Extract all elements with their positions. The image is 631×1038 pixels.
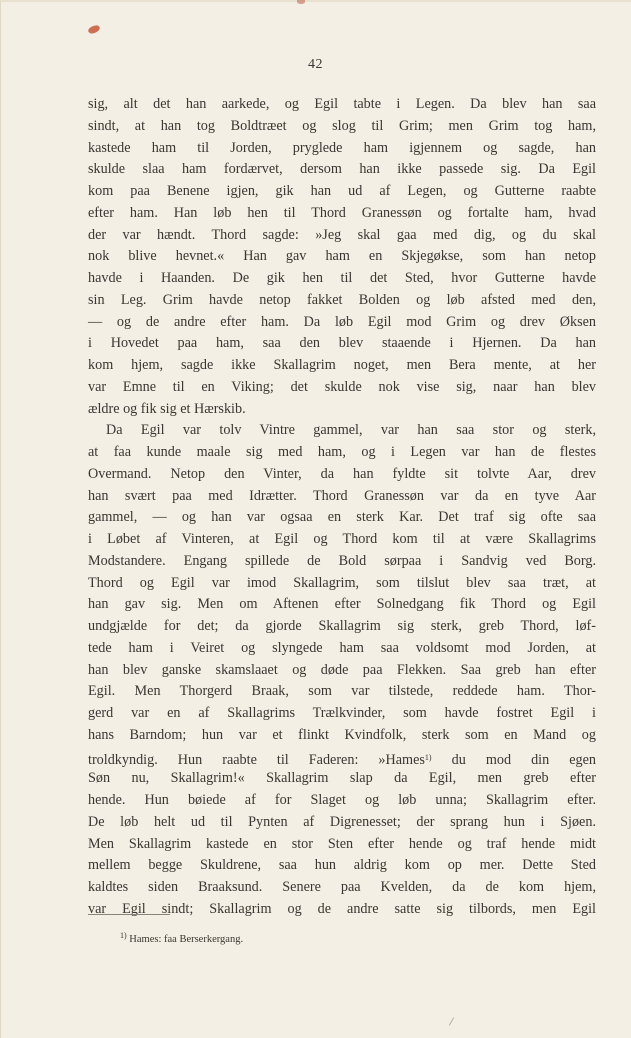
- text-line: Men Skallagrim kastede en stor Sten efter hende og traf hende midt: [88, 835, 596, 852]
- text-line: Søn nu, Skallagrim!« Skallagrim slap da Egil, men greb efter: [88, 770, 596, 787]
- text-line: han gav sig. Men om Aftenen efter Solnedgang fik Thord og Egil: [88, 596, 596, 613]
- text-line: kaldtes siden Braaksund. Senere paa Kvelden, da de kom hjem,: [88, 879, 596, 895]
- text-line: mellem begge Skuldrene, saa hun aldrig kom op mer. Dette Sted: [88, 857, 596, 874]
- text-line: han svært paa med Idrætter. Thord Granessøn var da en tyve Aar: [88, 487, 596, 504]
- text-line: gerd var en af Skallagrims Trælkvinder, som havde fostret Egil i: [88, 705, 596, 721]
- text-line: kom paa Benene igjen, gik han ud af Legen, og Gutterne raabte: [88, 183, 596, 199]
- text-line: nok blive hevnet.« Han gav ham en Skjegøkse, som han netop: [88, 248, 596, 265]
- text-line: Modstandere. Engang spillede de Bold sørpaa i Sandvig ved Borg.: [88, 552, 596, 569]
- footnote-text: Hames: faa Berserkergang.: [129, 934, 244, 945]
- text-line: Egil. Men Thorgerd Braak, som var tilstede, reddede ham. Thor-: [88, 683, 596, 700]
- text-line: sindt, at han tog Boldtræet og slog til Grim; men Grim tog ham,: [88, 117, 596, 134]
- page-number: 42: [308, 57, 323, 72]
- text-segment: du mod din egen: [451, 751, 596, 768]
- text-line: undgjælde for det; da gjorde Skallagrim sig sterk, greb Thord, løf-: [88, 618, 596, 634]
- body-text: [88, 94, 596, 921]
- text-line: var Emne til en Viking; det skulde nok vise sig, naar han blev: [88, 378, 596, 395]
- text-line: var Egil sindt; Skallagrim og de andre satte sig tilbords, men Egil: [88, 900, 596, 917]
- footnote-reference: 1): [424, 752, 432, 762]
- text-line: gammel, — og han var ogsaa en sterk Kar. Det traf sig ofte saa: [88, 509, 596, 526]
- text-line: tede ham i Veiret og slyngede ham saa voldsomt mod Jorden, at: [88, 639, 596, 656]
- text-line: han blev ganske skamslaaet og døde paa Flekken. Saa greb han efter: [88, 661, 596, 678]
- text-line: havde i Haanden. De gik hen til det Sted, hvor Gutterne havde: [88, 270, 596, 286]
- text-line: — og de andre efter ham. Da løb Egil mod Grim og drev Øksen: [88, 313, 596, 330]
- text-line: sin Leg. Grim havde netop fakket Bolden og løb afsted med den,: [88, 291, 596, 308]
- text-line-with-footnote-ref: [88, 747, 596, 769]
- text-line: skulde slaa ham fordærvet, dersom han ikke passede sig. Da Egil: [88, 161, 596, 178]
- text-line: Overmand. Netop den Vinter, da han fyldte sit tolvte Aar, drev: [88, 465, 596, 482]
- footnote: [120, 931, 243, 945]
- ink-stain-top: [297, 0, 305, 4]
- text-line: kom hjem, sagde ikke Skallagrim noget, men Bera mente, at her: [88, 357, 596, 373]
- footnote-marker: 1): [120, 931, 127, 940]
- text-line: sig, alt det han aarkede, og Egil tabte i Legen. Da blev han saa: [88, 96, 596, 112]
- text-line: i Hovedet paa ham, saa den blev staaende i Hjernen. Da han: [88, 335, 596, 352]
- text-line: i Løbet af Vinteren, at Egil og Thord kom til at være Skallagrims: [88, 531, 596, 547]
- text-line: De løb helt ud til Pynten af Digrenesset; der sprang hun i Sjøen.: [88, 813, 596, 830]
- text-segment: troldkyndig. Hun raabte til Faderen: »Hames: [88, 751, 425, 768]
- text-line: hende. Hun bøiede af for Slaget og løb unna; Skallagrim efter.: [88, 792, 596, 808]
- text-line: ældre og fik sig et Hærskib.: [88, 400, 246, 417]
- text-line: efter ham. Han løb hen til Thord Granessøn og fortalte ham, hvad: [88, 204, 596, 221]
- footnote-divider: [88, 914, 170, 915]
- text-line: kastede ham til Jorden, pryglede ham igjennem og sagde, han: [88, 139, 596, 156]
- text-line: hans Barndom; hun var et flinkt Kvindfolk, sterk som en Mand og: [88, 726, 596, 743]
- text-line: Da Egil var tolv Vintre gammel, var han saa stor og sterk,: [106, 422, 596, 439]
- text-line: at faa kunde maale sig med ham, og i Legen var han de flestes: [88, 444, 596, 460]
- text-line: Thord og Egil var imod Skallagrim, som tilslut blev saa træt, at: [88, 574, 596, 591]
- text-line: der var hændt. Thord sagde: »Jeg skal gaa med dig, og du skal: [88, 226, 596, 243]
